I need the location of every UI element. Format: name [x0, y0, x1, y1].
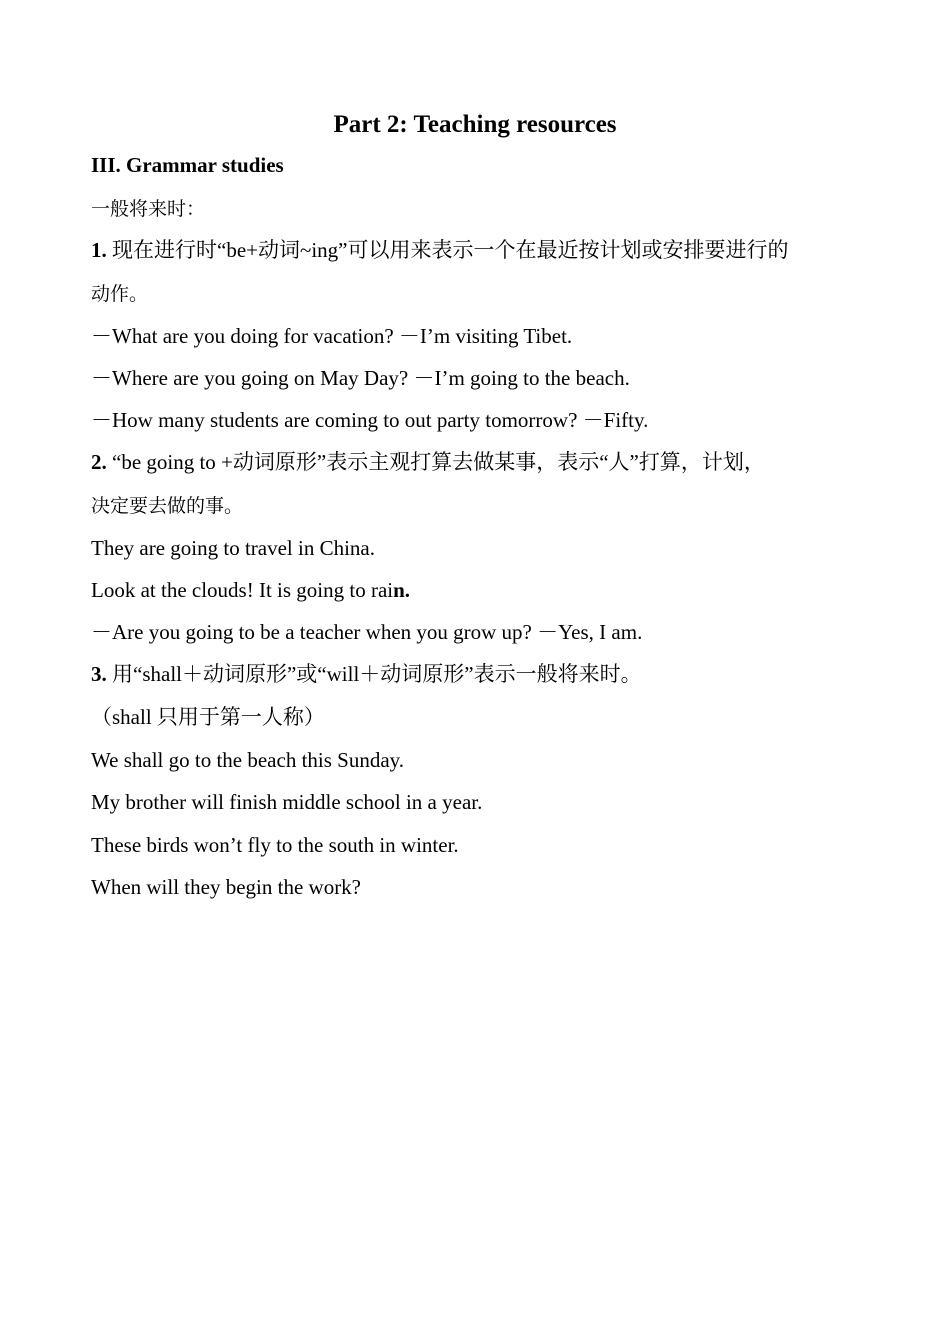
item-1-text-cont: 动作。 [91, 283, 149, 305]
item-2-text: “be going to +动词原形”表示主观打算去做某事，表示“人”打算，计划， [106, 450, 765, 474]
item-3-number: 3. [91, 662, 107, 686]
item-3-line-2: （shall 只用于第一人称） [91, 705, 325, 729]
item-1-line-2 [91, 278, 871, 309]
example-text: Look at the clouds! It is going to rai [91, 578, 394, 602]
intro-text: 一般将来时： [91, 198, 206, 220]
example-text-bold: n. [393, 578, 411, 602]
section-heading: III. Grammar studies [91, 153, 284, 177]
item-1-text: 现在进行时“be+动词~ing”可以用来表示一个在最近按计划或安排要进行的 [106, 238, 789, 262]
item-2-line-2 [91, 490, 871, 521]
example-line: My brother will finish middle school in a year. [91, 790, 483, 814]
example-line: These birds won’t fly to the south in winter. [91, 833, 459, 857]
example-line: －Are you going to be a teacher when you grow up? －Yes, I am. [91, 620, 643, 644]
item-1-line-1 [91, 235, 871, 265]
example-line: When will they begin the work? [91, 875, 362, 899]
item-3-text: 用“shall＋动词原形”或“will＋动词原形”表示一般将来时。 [106, 662, 642, 686]
item-2-line-1 [91, 447, 871, 477]
example-line [91, 575, 871, 605]
intro-line [91, 193, 871, 224]
item-1-number: 1. [91, 238, 107, 262]
example-line: They are going to travel in China. [91, 536, 376, 560]
example-line: －How many students are coming to out party tomorrow? －Fifty. [91, 408, 649, 432]
example-line: We shall go to the beach this Sunday. [91, 748, 405, 772]
item-3-line-1 [91, 659, 871, 689]
item-2-text-cont: 决定要去做的事。 [91, 495, 244, 517]
item-2-number: 2. [91, 450, 107, 474]
example-line: －Where are you going on May Day? －I’m going to the beach. [91, 366, 630, 390]
document-title: Part 2: Teaching resources [333, 111, 617, 138]
example-line: －What are you doing for vacation? －I’m visiting Tibet. [91, 324, 573, 348]
